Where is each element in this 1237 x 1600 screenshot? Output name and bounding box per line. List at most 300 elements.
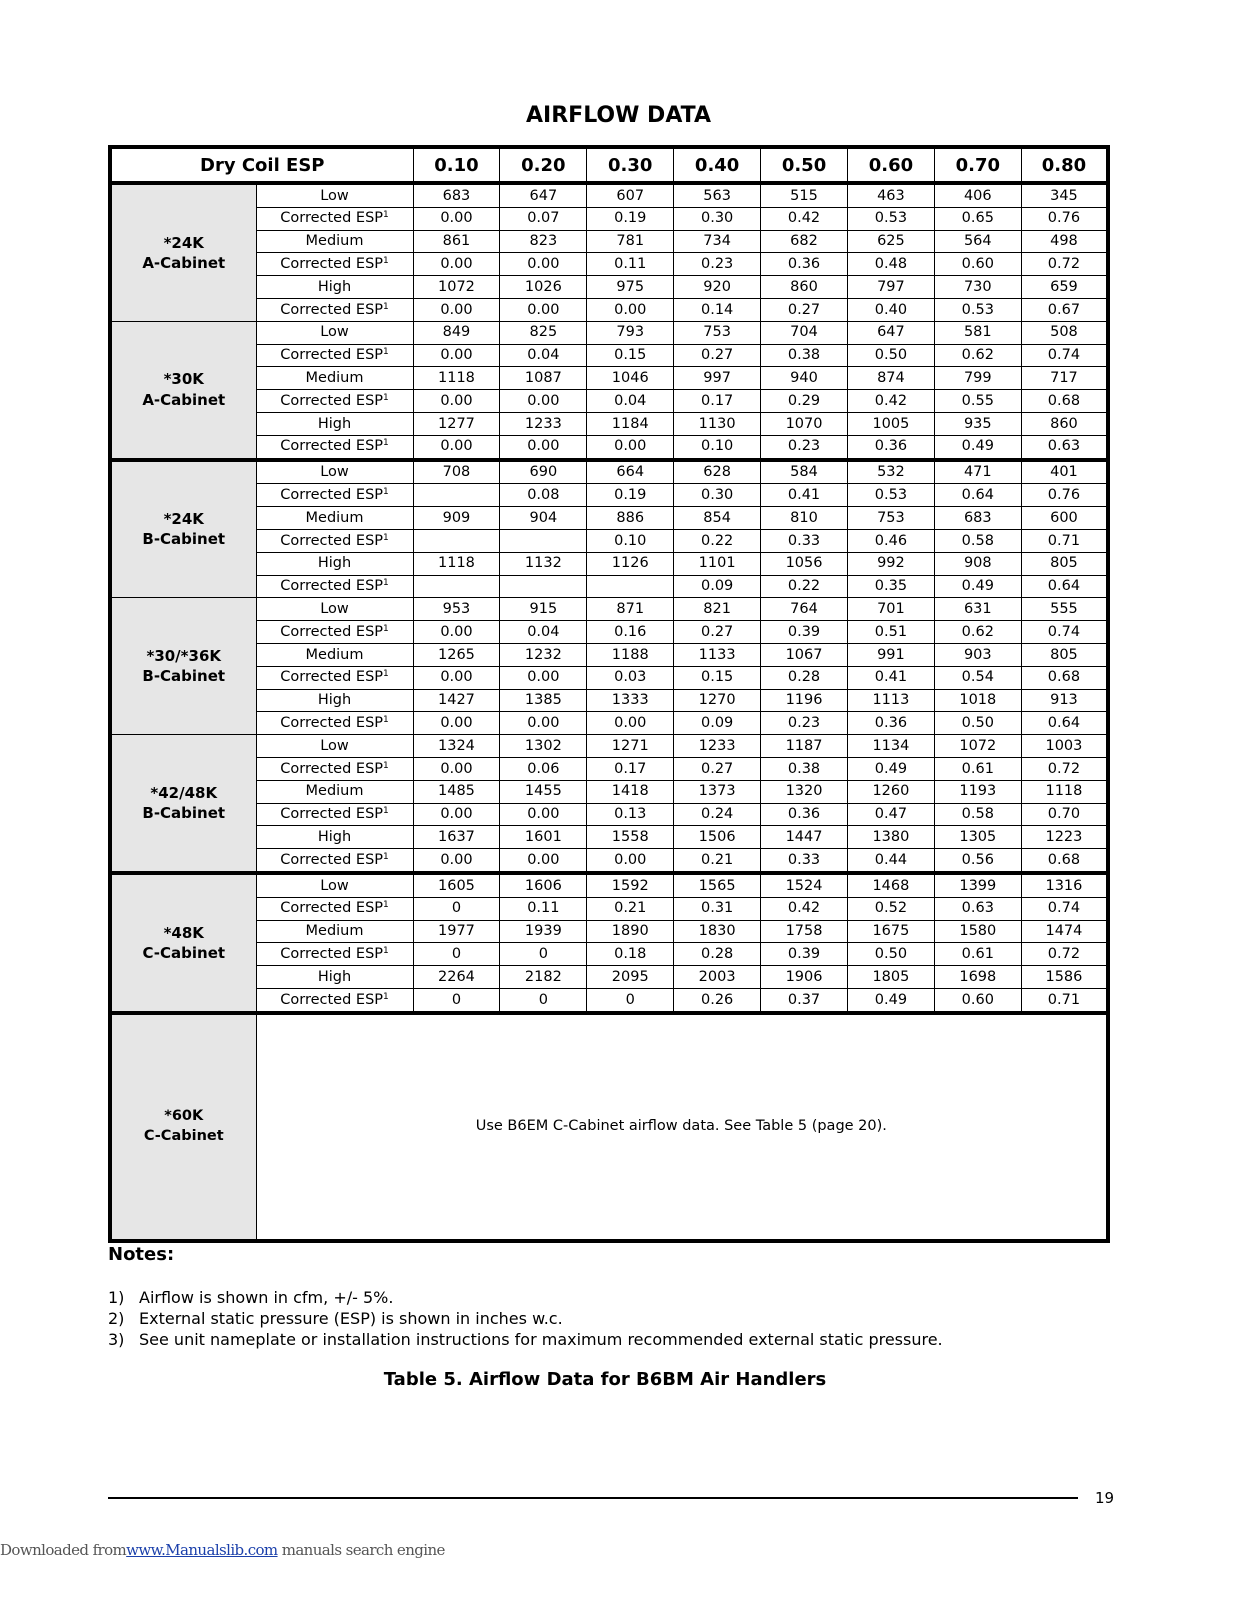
- airflow-value-cell: 0.00: [500, 666, 587, 689]
- table-row: [110, 183, 1108, 207]
- airflow-value-cell: 1270: [674, 689, 761, 712]
- airflow-value-cell: 797: [847, 276, 934, 299]
- airflow-value-cell: [587, 575, 674, 598]
- table-row: [110, 298, 1108, 321]
- airflow-value-cell: 0.19: [587, 207, 674, 230]
- note-text: Airflow is shown in cfm, +/- 5%.: [139, 1288, 394, 1307]
- airflow-value-cell: 0.27: [674, 757, 761, 780]
- speed-label-cell: [256, 803, 413, 826]
- airflow-value-cell: 0.68: [1021, 666, 1108, 689]
- airflow-value-cell: 0.39: [761, 621, 848, 644]
- footnote-marker: 1: [383, 991, 389, 1002]
- airflow-value-cell: 532: [847, 460, 934, 484]
- table-row: [110, 920, 1108, 943]
- airflow-value-cell: 0.00: [413, 757, 500, 780]
- airflow-value-cell: 683: [934, 507, 1021, 530]
- airflow-value-cell: 935: [934, 412, 1021, 435]
- table-row: [110, 803, 1108, 826]
- table-row: [110, 367, 1108, 390]
- airflow-value-cell: 2264: [413, 966, 500, 989]
- airflow-value-cell: 1977: [413, 920, 500, 943]
- airflow-value-cell: 1223: [1021, 826, 1108, 849]
- speed-label: High: [317, 828, 352, 845]
- footnote-marker: 1: [383, 669, 389, 680]
- speed-label-cell: [256, 575, 413, 598]
- note-number: 1): [108, 1288, 125, 1307]
- airflow-value-cell: 0.48: [847, 253, 934, 276]
- airflow-value-cell: 0.35: [847, 575, 934, 598]
- airflow-value-cell: 0.38: [761, 344, 848, 367]
- airflow-value-cell: 0.21: [587, 897, 674, 920]
- airflow-value-cell: 0.00: [500, 298, 587, 321]
- airflow-value-cell: 0.00: [413, 712, 500, 735]
- airflow-value-cell: 1580: [934, 920, 1021, 943]
- speed-label: Corrected ESP: [280, 806, 384, 823]
- airflow-value-cell: 690: [500, 460, 587, 484]
- speed-label-cell: [256, 780, 413, 803]
- footnote-marker: 1: [383, 487, 389, 497]
- airflow-value-cell: 1637: [413, 826, 500, 849]
- footnote-marker: 1: [383, 945, 389, 956]
- esp-column-header: 0.20: [500, 147, 587, 183]
- airflow-value-cell: 0.23: [674, 253, 761, 276]
- airflow-value-cell: 0.74: [1021, 897, 1108, 920]
- airflow-value-cell: 0.13: [587, 803, 674, 826]
- airflow-value-cell: 734: [674, 230, 761, 253]
- airflow-value-cell: 600: [1021, 507, 1108, 530]
- airflow-value-cell: 0: [587, 988, 674, 1012]
- airflow-value-cell: 861: [413, 230, 500, 253]
- download-watermark: [0, 1541, 445, 1559]
- speed-label: High: [317, 278, 352, 295]
- airflow-value-cell: 515: [761, 183, 848, 207]
- speed-label: Medium: [305, 370, 364, 387]
- speed-label-cell: [256, 826, 413, 849]
- airflow-value-cell: 0.76: [1021, 207, 1108, 230]
- table-row: [110, 344, 1108, 367]
- reference-note-cell: Use B6EM C-Cabinet airflow data. See Table 5 (page 20).: [256, 1013, 1108, 1241]
- speed-label: Low: [320, 324, 349, 341]
- table-row: [110, 1013, 1108, 1241]
- airflow-value-cell: 1193: [934, 780, 1021, 803]
- model-group-cell: [110, 873, 256, 1013]
- speed-label-cell: [256, 643, 413, 666]
- airflow-value-cell: 1056: [761, 552, 848, 575]
- airflow-value-cell: 0.36: [847, 435, 934, 459]
- airflow-value-cell: 0.22: [674, 529, 761, 552]
- airflow-value-cell: 1265: [413, 643, 500, 666]
- airflow-value-cell: 1474: [1021, 920, 1108, 943]
- speed-label: Corrected ESP: [280, 532, 384, 549]
- airflow-value-cell: 1070: [761, 412, 848, 435]
- airflow-value-cell: 1939: [500, 920, 587, 943]
- airflow-value-cell: 1601: [500, 826, 587, 849]
- notes-list: [108, 1287, 943, 1350]
- airflow-value-cell: 647: [500, 183, 587, 207]
- speed-label: Low: [320, 737, 349, 754]
- airflow-value-cell: 0.71: [1021, 988, 1108, 1012]
- notes-title: Notes:: [108, 1244, 175, 1265]
- airflow-value-cell: 1455: [500, 780, 587, 803]
- airflow-value-cell: 991: [847, 643, 934, 666]
- model-name: *24K: [163, 510, 204, 529]
- airflow-value-cell: 1277: [413, 412, 500, 435]
- model-group-cell: [110, 598, 256, 735]
- airflow-value-cell: 0.56: [934, 849, 1021, 873]
- airflow-value-cell: 0.00: [413, 621, 500, 644]
- speed-label-cell: [256, 435, 413, 459]
- airflow-value-cell: 1324: [413, 735, 500, 758]
- speed-label: Corrected ESP: [280, 945, 384, 962]
- airflow-value-cell: 0.72: [1021, 757, 1108, 780]
- airflow-value-cell: 0.53: [847, 484, 934, 507]
- airflow-value-cell: 1447: [761, 826, 848, 849]
- speed-label: Corrected ESP: [280, 256, 384, 273]
- airflow-value-cell: 0.58: [934, 803, 1021, 826]
- airflow-value-cell: 0.55: [934, 390, 1021, 413]
- airflow-value-cell: 821: [674, 598, 761, 621]
- airflow-value-cell: 805: [1021, 643, 1108, 666]
- airflow-value-cell: 2182: [500, 966, 587, 989]
- airflow-value-cell: 0.68: [1021, 390, 1108, 413]
- speed-label-cell: [256, 873, 413, 897]
- airflow-value-cell: 564: [934, 230, 1021, 253]
- airflow-value-cell: 1026: [500, 276, 587, 299]
- airflow-value-cell: 2095: [587, 966, 674, 989]
- airflow-value-cell: 1373: [674, 780, 761, 803]
- airflow-value-cell: 904: [500, 507, 587, 530]
- airflow-value-cell: 0.00: [500, 435, 587, 459]
- speed-label: Corrected ESP: [280, 669, 384, 686]
- airflow-value-cell: [500, 529, 587, 552]
- table-row: [110, 666, 1108, 689]
- speed-label-cell: [256, 988, 413, 1012]
- page-title: AIRFLOW DATA: [526, 103, 711, 128]
- table-row: [110, 897, 1108, 920]
- airflow-value-cell: 0.10: [674, 435, 761, 459]
- airflow-value-cell: 1305: [934, 826, 1021, 849]
- note-item: [108, 1287, 943, 1308]
- speed-label: Low: [320, 877, 349, 894]
- speed-label: Corrected ESP: [280, 851, 384, 868]
- airflow-value-cell: 0.24: [674, 803, 761, 826]
- airflow-value-cell: 0.29: [761, 390, 848, 413]
- table-row: [110, 643, 1108, 666]
- footnote-marker: 1: [383, 256, 389, 267]
- airflow-value-cell: 0.08: [500, 484, 587, 507]
- airflow-value-cell: 0.00: [413, 390, 500, 413]
- airflow-value-cell: 1133: [674, 643, 761, 666]
- table-header-row: [110, 147, 1108, 183]
- airflow-value-cell: 471: [934, 460, 1021, 484]
- airflow-value-cell: 0.28: [674, 943, 761, 966]
- airflow-value-cell: 0.68: [1021, 849, 1108, 873]
- airflow-value-cell: 1072: [413, 276, 500, 299]
- airflow-value-cell: 0.28: [761, 666, 848, 689]
- airflow-value-cell: 0.26: [674, 988, 761, 1012]
- note-item: [108, 1329, 943, 1350]
- airflow-value-cell: 0.60: [934, 253, 1021, 276]
- airflow-value-cell: 584: [761, 460, 848, 484]
- airflow-value-cell: 874: [847, 367, 934, 390]
- airflow-value-cell: 0.33: [761, 529, 848, 552]
- airflow-value-cell: 0.09: [674, 712, 761, 735]
- airflow-value-cell: 0.63: [1021, 435, 1108, 459]
- airflow-value-cell: [413, 484, 500, 507]
- airflow-value-cell: 1605: [413, 873, 500, 897]
- table-row: [110, 873, 1108, 897]
- airflow-value-cell: 1132: [500, 552, 587, 575]
- watermark-suffix: manuals search engine: [277, 1541, 445, 1559]
- model-group-cell: [110, 735, 256, 873]
- airflow-value-cell: 0.00: [500, 803, 587, 826]
- table-row: [110, 529, 1108, 552]
- table-row: [110, 849, 1108, 873]
- airflow-value-cell: 0.00: [413, 344, 500, 367]
- airflow-value-cell: 0.47: [847, 803, 934, 826]
- table-row: [110, 735, 1108, 758]
- airflow-value-cell: 717: [1021, 367, 1108, 390]
- airflow-value-cell: 0.74: [1021, 344, 1108, 367]
- airflow-value-cell: 1130: [674, 412, 761, 435]
- airflow-value-cell: 0.40: [847, 298, 934, 321]
- airflow-value-cell: 0.06: [500, 757, 587, 780]
- speed-label-cell: [256, 943, 413, 966]
- speed-label: Low: [320, 187, 349, 204]
- airflow-value-cell: 871: [587, 598, 674, 621]
- table-row: [110, 276, 1108, 299]
- model-group-cell: [110, 183, 256, 321]
- airflow-value-cell: 940: [761, 367, 848, 390]
- speed-label-cell: [256, 390, 413, 413]
- airflow-value-cell: 860: [761, 276, 848, 299]
- airflow-value-cell: 0.70: [1021, 803, 1108, 826]
- airflow-value-cell: 1233: [674, 735, 761, 758]
- airflow-value-cell: 1524: [761, 873, 848, 897]
- airflow-value-cell: 0.51: [847, 621, 934, 644]
- footnote-marker: 1: [383, 623, 389, 634]
- airflow-value-cell: 0.00: [500, 253, 587, 276]
- speed-label-cell: [256, 621, 413, 644]
- airflow-value-cell: 0.44: [847, 849, 934, 873]
- speed-label-cell: [256, 484, 413, 507]
- airflow-value-cell: 1565: [674, 873, 761, 897]
- header-label: Dry Coil ESP: [110, 147, 413, 183]
- airflow-value-cell: 0.17: [674, 390, 761, 413]
- airflow-value-cell: 0.42: [847, 390, 934, 413]
- airflow-value-cell: 0.04: [587, 390, 674, 413]
- airflow-value-cell: 1906: [761, 966, 848, 989]
- cabinet-name: B-Cabinet: [142, 530, 226, 549]
- airflow-value-cell: 0.61: [934, 943, 1021, 966]
- table-row: [110, 689, 1108, 712]
- airflow-value-cell: 0.74: [1021, 621, 1108, 644]
- footnote-marker: 1: [383, 532, 389, 543]
- airflow-value-cell: 0.27: [761, 298, 848, 321]
- note-number: 3): [108, 1330, 125, 1349]
- footer-rule: [108, 1497, 1078, 1499]
- airflow-value-cell: 0.21: [674, 849, 761, 873]
- speed-label: Corrected ESP: [280, 714, 384, 731]
- table-row: [110, 507, 1108, 530]
- speed-label-cell: [256, 598, 413, 621]
- airflow-value-cell: 1003: [1021, 735, 1108, 758]
- airflow-value-cell: 1188: [587, 643, 674, 666]
- airflow-value-cell: 647: [847, 321, 934, 344]
- speed-label-cell: [256, 552, 413, 575]
- cabinet-name: B-Cabinet: [142, 667, 226, 686]
- speed-label-cell: [256, 849, 413, 873]
- table-row: [110, 230, 1108, 253]
- airflow-value-cell: [413, 529, 500, 552]
- speed-label: Corrected ESP: [280, 301, 384, 318]
- airflow-value-cell: 1184: [587, 412, 674, 435]
- airflow-value-cell: 0.41: [761, 484, 848, 507]
- airflow-value-cell: 0.11: [587, 253, 674, 276]
- note-text: See unit nameplate or installation instructions for maximum recommended external static pressure.: [139, 1330, 943, 1349]
- airflow-value-cell: 0.30: [674, 484, 761, 507]
- airflow-value-cell: 0.07: [500, 207, 587, 230]
- airflow-value-cell: 1316: [1021, 873, 1108, 897]
- airflow-value-cell: 682: [761, 230, 848, 253]
- airflow-value-cell: 0.76: [1021, 484, 1108, 507]
- airflow-value-cell: 631: [934, 598, 1021, 621]
- speed-label-cell: [256, 367, 413, 390]
- speed-label: High: [317, 415, 352, 432]
- table-row: [110, 412, 1108, 435]
- airflow-value-cell: 0.11: [500, 897, 587, 920]
- speed-label-cell: [256, 666, 413, 689]
- speed-label: High: [317, 968, 352, 985]
- model-group-cell: [110, 321, 256, 459]
- model-name: *42/48K: [150, 783, 218, 802]
- footnote-marker: 1: [383, 392, 389, 403]
- airflow-value-cell: 0.42: [761, 897, 848, 920]
- footnote-marker: 1: [383, 210, 389, 221]
- speed-label-cell: [256, 897, 413, 920]
- airflow-value-cell: 625: [847, 230, 934, 253]
- airflow-value-cell: 1399: [934, 873, 1021, 897]
- airflow-value-cell: 0.00: [587, 298, 674, 321]
- airflow-value-cell: 2003: [674, 966, 761, 989]
- airflow-value-cell: 0.63: [934, 897, 1021, 920]
- airflow-value-cell: 0.65: [934, 207, 1021, 230]
- airflow-value-cell: 0.50: [934, 712, 1021, 735]
- airflow-value-cell: 0.50: [847, 344, 934, 367]
- table-row: [110, 712, 1108, 735]
- esp-column-header: 0.60: [847, 147, 934, 183]
- airflow-value-cell: 581: [934, 321, 1021, 344]
- airflow-value-cell: 0.00: [413, 435, 500, 459]
- airflow-value-cell: 823: [500, 230, 587, 253]
- airflow-value-cell: 708: [413, 460, 500, 484]
- airflow-value-cell: 1485: [413, 780, 500, 803]
- airflow-value-cell: 0.52: [847, 897, 934, 920]
- model-name: *24K: [163, 233, 204, 252]
- speed-label: High: [317, 692, 352, 709]
- airflow-value-cell: 0.04: [500, 621, 587, 644]
- speed-label-cell: [256, 207, 413, 230]
- speed-label-cell: [256, 507, 413, 530]
- note-text: External static pressure (ESP) is shown in inches w.c.: [139, 1309, 563, 1328]
- airflow-value-cell: 0.17: [587, 757, 674, 780]
- airflow-value-cell: 0: [413, 897, 500, 920]
- airflow-value-cell: 0.53: [847, 207, 934, 230]
- airflow-value-cell: 1418: [587, 780, 674, 803]
- airflow-value-cell: 0.53: [934, 298, 1021, 321]
- airflow-value-cell: 1233: [500, 412, 587, 435]
- cabinet-name: B-Cabinet: [142, 804, 226, 823]
- airflow-value-cell: 825: [500, 321, 587, 344]
- table-row: [110, 575, 1108, 598]
- model-name: *30/*36K: [146, 646, 222, 665]
- airflow-value-cell: 0.00: [500, 712, 587, 735]
- airflow-value-cell: 1005: [847, 412, 934, 435]
- airflow-value-cell: 0.64: [1021, 575, 1108, 598]
- airflow-value-cell: 701: [847, 598, 934, 621]
- manualslib-link[interactable]: www.Manualslib.com: [126, 1541, 278, 1559]
- airflow-value-cell: 0.00: [500, 390, 587, 413]
- airflow-value-cell: 1758: [761, 920, 848, 943]
- airflow-value-cell: 1698: [934, 966, 1021, 989]
- airflow-value-cell: 1260: [847, 780, 934, 803]
- speed-label-cell: [256, 344, 413, 367]
- airflow-value-cell: 563: [674, 183, 761, 207]
- model-group-cell: [110, 1013, 256, 1241]
- speed-label-cell: [256, 460, 413, 484]
- airflow-value-cell: 0.36: [847, 712, 934, 735]
- airflow-value-cell: 0.27: [674, 344, 761, 367]
- speed-label-cell: [256, 757, 413, 780]
- airflow-value-cell: 1046: [587, 367, 674, 390]
- esp-column-header: 0.50: [761, 147, 848, 183]
- airflow-value-cell: 0.00: [413, 849, 500, 873]
- airflow-value-cell: 1586: [1021, 966, 1108, 989]
- speed-label: Corrected ESP: [280, 392, 384, 409]
- airflow-value-cell: 0.18: [587, 943, 674, 966]
- airflow-value-cell: 1118: [1021, 780, 1108, 803]
- airflow-value-cell: 0.15: [674, 666, 761, 689]
- airflow-value-cell: 1606: [500, 873, 587, 897]
- footnote-marker: 1: [383, 301, 389, 312]
- table-row: [110, 435, 1108, 459]
- airflow-value-cell: 753: [674, 321, 761, 344]
- airflow-value-cell: 0: [500, 943, 587, 966]
- airflow-value-cell: 1302: [500, 735, 587, 758]
- airflow-value-cell: 555: [1021, 598, 1108, 621]
- airflow-value-cell: 1805: [847, 966, 934, 989]
- speed-label: Medium: [305, 646, 364, 663]
- airflow-value-cell: 0.49: [934, 435, 1021, 459]
- esp-column-header: 0.70: [934, 147, 1021, 183]
- speed-label: Corrected ESP: [280, 210, 384, 227]
- airflow-value-cell: 0.71: [1021, 529, 1108, 552]
- airflow-value-cell: 345: [1021, 183, 1108, 207]
- airflow-value-cell: 0: [413, 943, 500, 966]
- airflow-value-cell: 909: [413, 507, 500, 530]
- page-number: 19: [1095, 1489, 1115, 1507]
- airflow-value-cell: 0.23: [761, 435, 848, 459]
- airflow-value-cell: 730: [934, 276, 1021, 299]
- airflow-value-cell: 1101: [674, 552, 761, 575]
- table-row: [110, 621, 1108, 644]
- airflow-value-cell: [500, 575, 587, 598]
- speed-label: Corrected ESP: [280, 347, 384, 364]
- airflow-value-cell: 463: [847, 183, 934, 207]
- airflow-value-cell: 0.64: [934, 484, 1021, 507]
- speed-label-cell: [256, 712, 413, 735]
- airflow-value-cell: 1087: [500, 367, 587, 390]
